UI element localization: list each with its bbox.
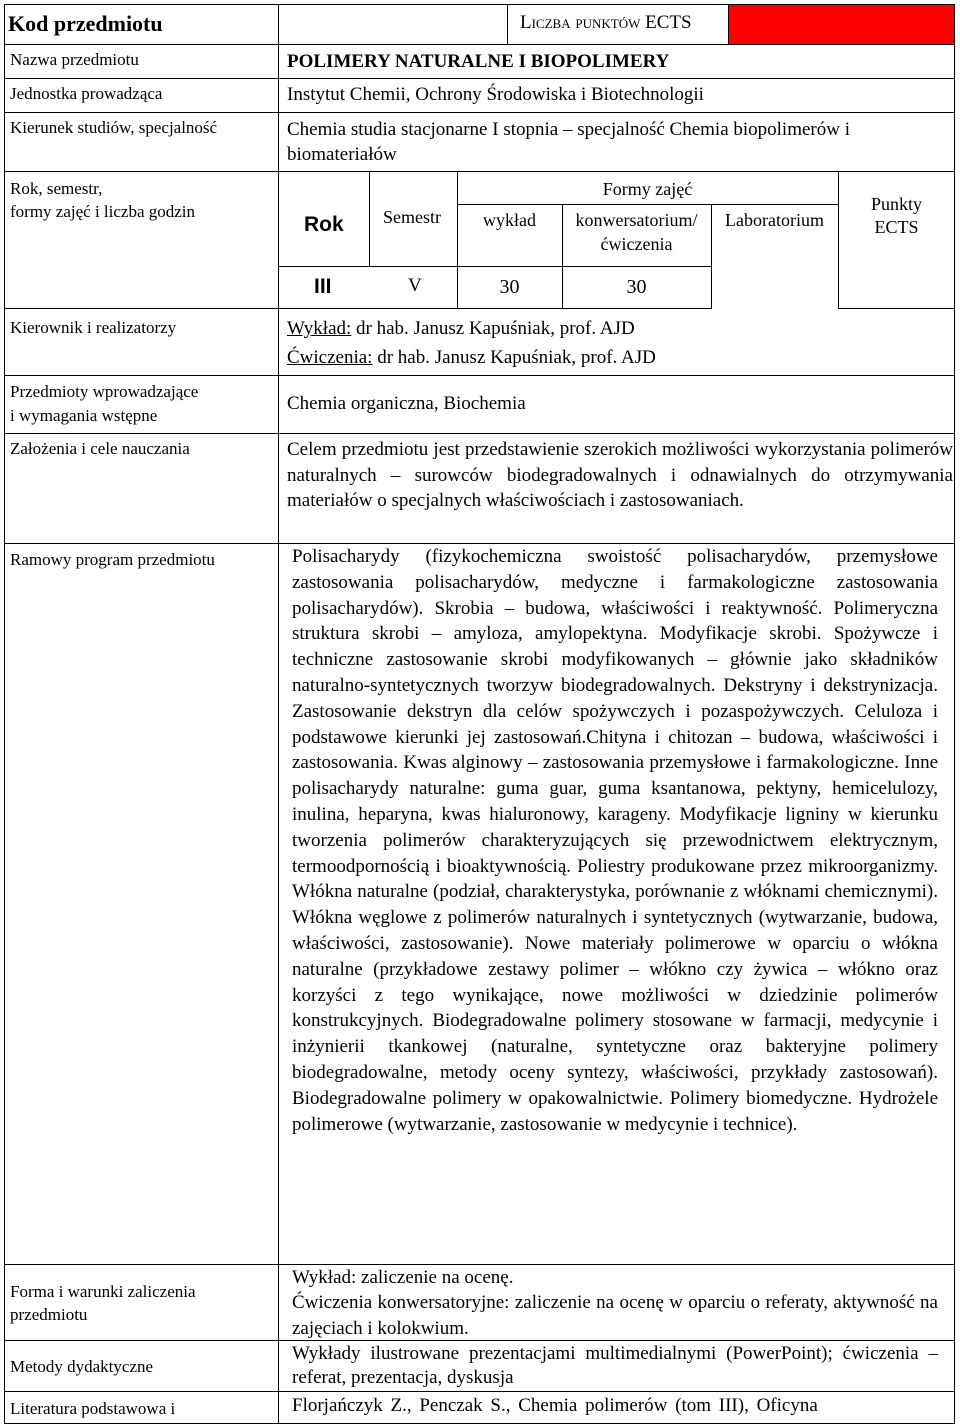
kierownik-cwiczenia-prefix: Ćwiczenia: — [287, 347, 373, 368]
kierownik-cwiczenia-value: dr hab. Janusz Kapuśniak, prof. AJD — [372, 347, 656, 368]
zalozenia-label: Założenia i cele nauczania — [10, 439, 190, 458]
rok-value: III — [314, 275, 332, 298]
ects-label: Liczba punktów ECTS — [520, 12, 692, 33]
kod-label: Kod przedmiotu — [8, 11, 163, 36]
kierunek-label: Kierunek studiów, specjalność — [10, 118, 218, 137]
metody-label: Metody dydaktyczne — [10, 1357, 154, 1376]
wyklad-value: 30 — [499, 276, 520, 298]
rok-label-line1: Rok, semestr, — [10, 179, 103, 198]
metody-value: Wykłady ilustrowane prezentacjami multimedialnymi (PowerPoint); ćwiczenia – referat, prezentacja, dyskusja — [292, 1343, 938, 1388]
program-value: Polisacharydy (fizykochemiczna swoistość polisacharydów, przemysłowe zastosowania polisacharydów, medyczne i farmakologiczne zastosowania polisacharydów). Skrobia – budowa, właściwości i reaktywność. Polimeryczna struktura skrobi – amyloza, amylopektyna. Modyfikacje skrobi. Spożywcze i techniczne zastosowanie skrobi modyfikowanych – głównie jako składników naturalno-syntetycznych tworzyw biodegradowalnych. Dekstryny i dekstrynizacja. Zastosowanie dekstryn dla celów spożywczych i pozaspożywczych. Celuloza i podstawowe kierunki jej zastosowań.Chityna i chitozan – budowa, właściwości i zastosowania. Kwas alginowy – zastosowania przemysłowe i farmakologiczne. Inne polisacharydy naturalne: guma guar, guma ksantanowa, pektyny, hemicelulozy, inulina, heparyna, kwas hialuronowy, karageny. Modyfikacje ligniny w kierunku tworzenia polimerów charakteryzujących się przewodnictwem elektrycznym, termoodpornością i bioaktywnością. Poliestry produkowane przez mikroorganizmy. Włókna naturalne (podział, charakterystyka, porównanie z włóknami chemicznymi). Włókna węglowe z polimerów naturalnych i syntetycznych (wytwarzanie, budowa, właściwości, zastosowanie). Nowe materiały polimerowe w oparciu o włókna naturalne (przykładowe zestawy polimer – włókno czy żywica – włókno oraz korzyści z tego wynikające, nowe możliwości w dziedzinie polimerów konstrukcyjnych. Biodegradowalne polimery stosowane w farmacji, medycynie i inżynierii tkankowej (naturalne, syntetyczne oraz bakteryjne polimery biodegradowalne, metody oceny syntezy, właściwości, przykłady zastosowań). Biodegradowalne polimery w opakowalnictwie. Polimery biomedyczne. Hydrożele polimerowe (wytwarzanie, zastosowanie w medycynie i technice). — [292, 546, 938, 1135]
konw-header-line1: konwersatorium/ — [575, 210, 698, 230]
semestr-header: Semestr — [383, 207, 441, 227]
literatura-label: Literatura podstawowa i — [10, 1399, 176, 1418]
kierownik-wyklad — [287, 316, 635, 342]
punkty-header-line1: Punkty — [870, 194, 922, 214]
forma-label-line2: przedmiotu — [10, 1305, 88, 1324]
kierownik-wyklad-prefix: Wykład: — [287, 318, 352, 339]
program-label: Ramowy program przedmiotu — [10, 550, 215, 569]
wyklad-header: wykład — [483, 210, 536, 230]
przedmioty-value: Chemia organiczna, Biochemia — [287, 393, 526, 414]
konw-value: 30 — [626, 276, 647, 298]
literatura-value: Florjańczyk Z., Penczak S., Chemia polimerów (tom III), Oficyna — [292, 1395, 818, 1416]
lab-header: Laboratorium — [725, 210, 824, 230]
kod-value-cell — [278, 4, 508, 45]
nazwa-value: POLIMERY NATURALNE I BIOPOLIMERY — [287, 51, 670, 72]
kierunek-value-line2: biomateriałów — [287, 144, 397, 165]
rok-header: Rok — [304, 213, 344, 236]
konw-header-line2: ćwiczenia — [600, 234, 673, 254]
kierownik-label: Kierownik i realizatorzy — [10, 318, 177, 337]
formy-header: Formy zajęć — [602, 179, 693, 199]
przedmioty-label-line1: Przedmioty wprowadzające — [10, 382, 199, 401]
kierunek-value-line1: Chemia studia stacjonarne I stopnia – specjalność Chemia biopolimerów i — [287, 119, 851, 140]
kierownik-cwiczenia — [287, 345, 656, 371]
forma-value-rest: Ćwiczenia konwersatoryjne: zaliczenie na ocenę w oparciu o referaty, aktywność na zajęciach i kolokwium. — [292, 1292, 938, 1339]
nazwa-label: Nazwa przedmiotu — [10, 50, 139, 69]
jednostka-value: Instytut Chemii, Ochrony Środowiska i Biotechnologii — [287, 84, 704, 105]
jednostka-label: Jednostka prowadząca — [10, 84, 163, 103]
kierownik-wyklad-value: dr hab. Janusz Kapuśniak, prof. AJD — [351, 318, 635, 339]
semestr-value: V — [408, 275, 422, 296]
punkty-header-line2: ECTS — [874, 217, 919, 237]
rok-label-line2: formy zajęć i liczba godzin — [10, 202, 196, 221]
zalozenia-value: Celem przedmiotu jest przedstawienie szerokich możliwości wykorzystania polimerów naturalnych – surowców biodegradowalnych i odnawialnych do otrzymywania materiałów o specjalnych właściwościach i zastosowaniach. — [287, 439, 953, 512]
forma-value-line1: Wykład: zaliczenie na ocenę. — [292, 1267, 514, 1288]
przedmioty-label-line2: i wymagania wstępne — [10, 406, 158, 425]
ects-value-cell — [728, 4, 955, 45]
forma-label-line1: Forma i warunki zaliczenia — [10, 1282, 196, 1301]
